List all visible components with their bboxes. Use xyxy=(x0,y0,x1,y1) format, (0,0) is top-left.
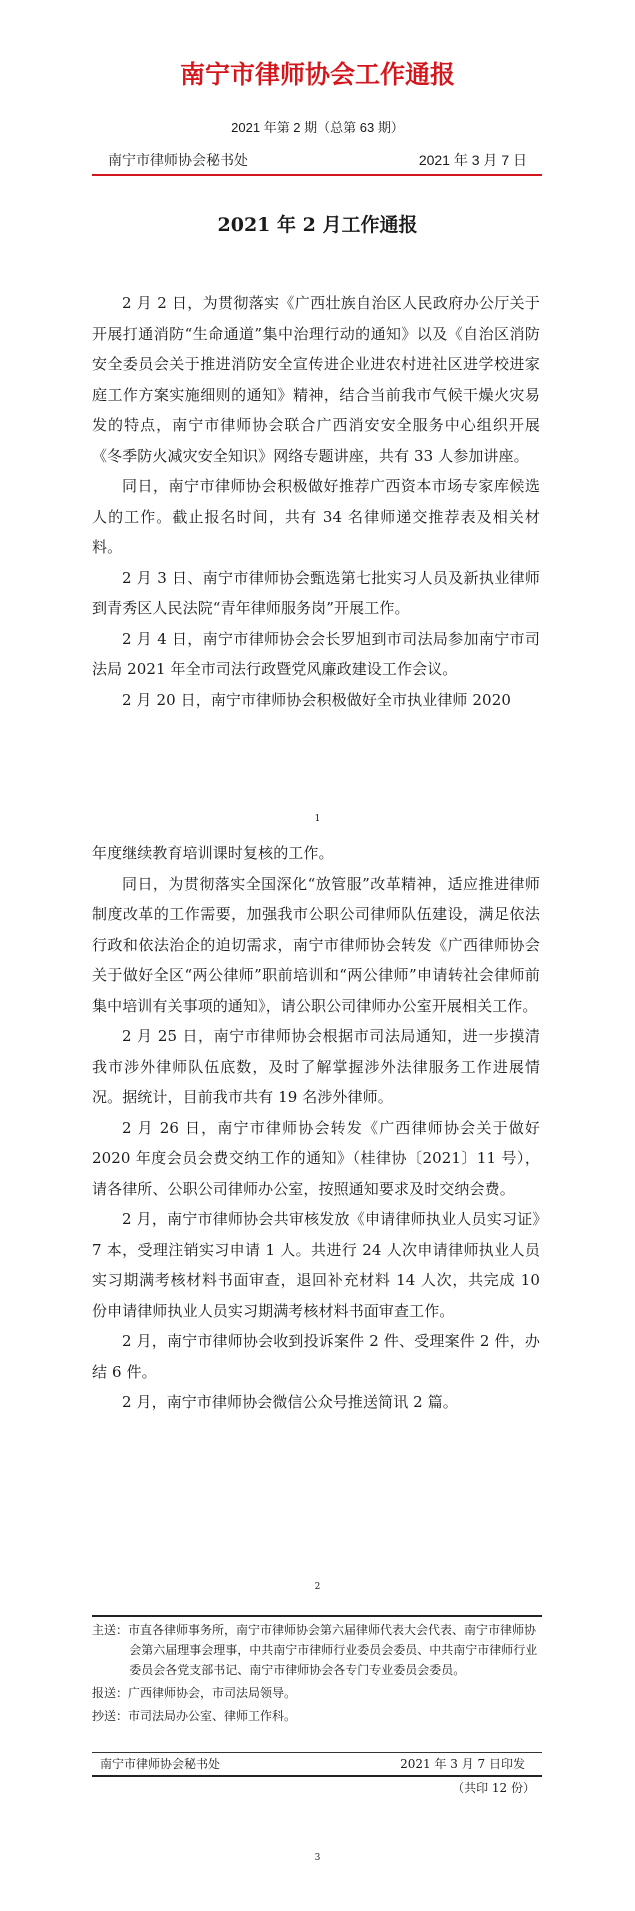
distribution-block xyxy=(92,1620,542,1726)
paragraph-continuation: 年度继续教育培训课时复核的工作。 xyxy=(92,844,334,862)
document-title: 2021 年 2 月工作通报 xyxy=(217,214,418,236)
footer-issuer: 南宁市律师协会秘书处 xyxy=(100,1757,221,1771)
distribution-copy: 抄送：市司法局办公室、律师工作科。 xyxy=(92,1709,297,1723)
copies-count: （共印 12 份） xyxy=(452,1781,535,1795)
paragraph: 同日，南宁市律师协会积极做好推荐广西资本市场专家库候选人的工作。截止报名时间，共有 34 名律师递交推荐表及相关材料。 xyxy=(92,477,540,556)
distribution-bottom-rule xyxy=(92,1775,542,1777)
report-masthead-title: 南宁市律师协会工作通报 xyxy=(179,60,455,89)
paragraph: 2 月 3 日、南宁市律师协会甄选第七批实习人员及新执业律师到青秀区人民法院“青年律师服务岗”开展工作。 xyxy=(92,568,540,617)
paragraph: 2 月 20 日，南宁市律师协会积极做好全市执业律师 2020 xyxy=(122,690,511,709)
page-number: 3 xyxy=(314,1853,321,1863)
paragraph: 2 月 4 日，南宁市律师协会会长罗旭到市司法局参加南宁市司法局 2021 年全市司法行政暨党风廉政建设工作会议。 xyxy=(92,629,540,678)
issuer-name: 南宁市律师协会秘书处 xyxy=(108,152,248,168)
page1-body xyxy=(92,288,540,715)
page2-body xyxy=(92,838,540,1418)
paragraph: 2 月 26 日，南宁市律师协会转发《广西律师协会关于做好 2020 年度会员会费交纳工作的通知》（桂律协〔2021〕11 号），请各律所、公职公司律师办公室，按照通知要求及时交纳会费。 xyxy=(92,1118,540,1198)
distribution-to: 主送：市直各律师事务所，南宁市律师协会第六届律师代表大会代表、南宁市律师协会第六届理事会理事，中共南宁市律师行业委员会委员、中共南宁市律师行业委员会各党支部书记、南宁市律师协会各专门专业委员会委员。 xyxy=(92,1623,538,1677)
red-divider xyxy=(92,174,542,176)
issue-date: 2021 年 3 月 7 日 xyxy=(418,152,527,168)
page-number: 1 xyxy=(314,814,321,824)
paragraph: 2 月，南宁市律师协会微信公众号推送简讯 2 篇。 xyxy=(122,1393,458,1411)
paragraph: 2 月 2 日，为贯彻落实《广西壮族自治区人民政府办公厅关于开展打通消防“生命通道”集中治理行动的通知》以及《自治区消防安全委员会关于推进消防安全宣传进企业进农村进社区进学校进家庭工作方案实施细则的通知》精神，结合当前我市气候干燥火灾易发的特点，南宁市律师协会联合广西消安安全服务中心组织开展《冬季防火减灾安全知识》网络专题讲座，共有 33 人参加讲座。 xyxy=(92,294,540,465)
distribution-report: 报送：广西律师协会，市司法局领导。 xyxy=(92,1686,297,1700)
paragraph: 2 月，南宁市律师协会共审核发放《申请律师执业人员实习证》7 本，受理注销实习申请 1 人。共进行 24 人次申请律师执业人员实习期满考核材料书面审查，退回补充材料 14 人次，共完成 10 份申请律师执业人员实习期满考核材料书面审查工作。 xyxy=(92,1210,540,1320)
distribution-top-rule xyxy=(92,1615,542,1617)
paragraph: 2 月，南宁市律师协会收到投诉案件 2 件、受理案件 2 件，办结 6 件。 xyxy=(92,1332,540,1381)
paragraph: 2 月 25 日，南宁市律师协会根据市司法局通知，进一步摸清我市涉外律师队伍底数，及时了解掌握涉外法律服务工作进展情况。据统计，目前我市共有 19 名涉外律师。 xyxy=(92,1027,540,1106)
footer-date: 2021 年 3 月 7 日印发 xyxy=(400,1757,525,1771)
issue-number: 2021 年第 2 期（总第 63 期） xyxy=(231,120,404,135)
page-number: 2 xyxy=(314,1582,321,1592)
distribution-rule xyxy=(92,1752,542,1753)
paragraph: 同日，为贯彻落实全国深化“放管服”改革精神，适应推进律师制度改革的工作需要，加强我市公职公司律师队伍建设，满足依法行政和依法治企的迫切需求，南宁市律师协会转发《广西律师协会关于做好全区“两公律师”职前培训和“两公律师”申请转社会律师前集中培训有关事项的通知》，请公职公司律师办公室开展相关工作。 xyxy=(92,874,540,1015)
